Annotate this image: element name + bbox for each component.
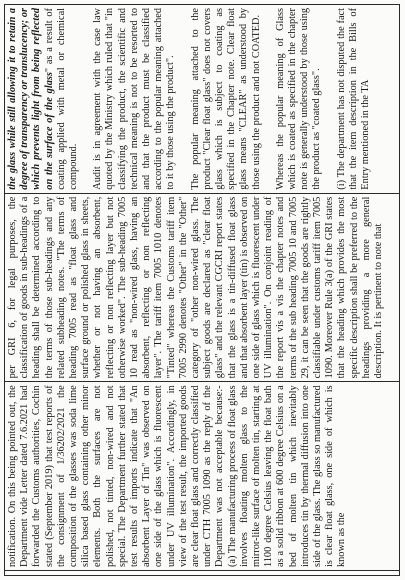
col3-paragraph-1 — [7, 8, 80, 190]
col3-paragraph-4: Whereas the popular meaning of Glass which is coated as specified in the chapter note is generally understood by those using the product as "coated glass". — [274, 8, 323, 190]
column-2 — [5, 193, 400, 382]
column-1 — [5, 382, 400, 571]
col3-paragraph-2: Audit is in agreement with the case law quoted by the Ministry which ruled that "in classifying the product, the scientific and technical meaning is not to be resorted to and that the product must be classified according to the popular meaning attached to it by those using the product". — [92, 8, 177, 190]
col3-emphasis: the glass while still allowing it to retain a degree of transparency or translucency; or which prevents light from being reflected on the surface of the glass — [7, 8, 55, 190]
col3-p1-rest: " as a result of coating applied with metal or chemical compound. — [43, 8, 80, 190]
table-row — [5, 5, 400, 576]
col1-paragraph: notification. On this being pointed out, the Department vide Letter dated 7.6.2021 had forwarded the Customs authorities, Cochin stated (September 2019) that test reports of the consignment of 1/36202/2021 the composition of the glasses was soda lime silica based glass containing other minor elements. Both the surfaces are not polished, not tinted, non-wired and not special. The Department further stated that test results of imports indicate that "An absorbent Layer of Tin" was observed on one side of the glass which is fluorescent under UV illumination". Accordingly, in view of the test result, the imported goods are clear float glass and correctly classified under CTH 7005 1090 as the reply of the Department was not acceptable because:- (a) The manufacturing process of float glass involves floating molten glass to the mirror-like surface of molten tin, starting at 1100 degree Celsius leaving the float bath as a solid ribbon at 600 degree Celsius on a bed of molten tin which inevitably introduces tin by thermal diffusion into one side of the glass. The glass so manufactured is clear float glass, one side of which is known as the — [7, 385, 348, 567]
col3-paragraph-3: The popular meaning attached to the product "Clear float glass" does not covers glass which is subject to coating as specified in the Chapter note. Clear float glass means "CLEAR" as understood by those using the product and not COATED. — [189, 8, 262, 190]
col3-paragraph-5: (i) The department has not disputed the fact that the item description in the Bills of Entry mentioned in the TA — [335, 8, 372, 190]
column-3 — [5, 5, 400, 194]
left-margin-column — [5, 571, 400, 576]
document-table — [4, 4, 400, 576]
col2-paragraph: per GRI 6, for legal purposes, the classification of goods in sub-headings of a heading shall be determined according to the terms of those sub-headings and any related subheading notes. "The terms of heading 7005 read as "float glass and surface ground or polished glass in sheets, whether or not having an absorbent, reflecting or non reflecting layer but not otherwise worked". The sub-heading 7005 10 read as "non-wired glass, having an absorbent, reflecting or non reflecting layer". The tariff item 7005 1010 denotes "Tinted" whereas the Customs tariff item 7005 2990 denotes "Other" in the "Other" category of "other non-wired glass. The subject goods are declared as "clear float glass" and the relevant CGCRI report states that the glass is a tin-diffused float glass and that absorbent layer (tin) is observed on one side of glass which is fluorescent under UV illumination". On conjoint reading of the report vis a vis the chapter notes and terms of the sub heading 7005 10 and 7005 29, it can be seen that the goods are rightly classifiable under customs tariff item 7005 1090. Moreover Rule 3(a) of the GRI states that the heading which provides the most specific description shall be preferred to the headings providing a more general description. It is pertinent to note that — [7, 196, 385, 379]
